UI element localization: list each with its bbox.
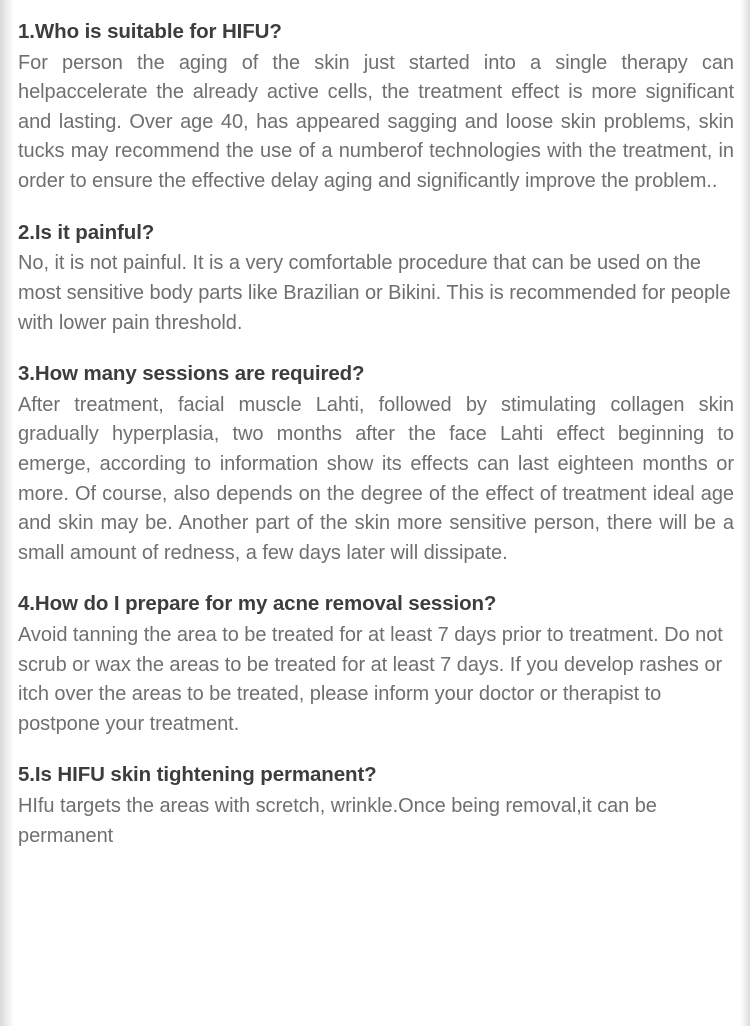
left-edge-gradient — [0, 0, 14, 1026]
faq-question: 1.Who is suitable for HIFU? — [18, 20, 282, 43]
faq-question: 5.Is HIFU skin tightening permanent? — [18, 763, 377, 787]
right-edge-gradient — [740, 0, 750, 1026]
faq-question: 2.Is it painful? — [18, 220, 155, 244]
faq-item — [18, 360, 734, 568]
faq-item — [18, 219, 734, 338]
faq-answer: Avoid tanning the area to be treated for at least 7 days prior to treatment. Do not scrub or wax the areas to be treated for at least 7 days. If you develop rashes or itch over the areas to be treated, please inform your doctor or therapist to postpone your treatment. — [18, 624, 723, 735]
faq-question: 4.How do I prepare for my acne removal session? — [18, 592, 497, 616]
faq-question: 3.How many sessions are required? — [18, 362, 365, 386]
faq-item — [18, 761, 734, 851]
faq-answer: No, it is not painful. It is a very comfortable procedure that can be used on the most sensitive body parts like Brazilian or Bikini. This is recommended for people with lower pain threshold. — [18, 252, 731, 334]
faq-item — [18, 18, 734, 197]
faq-list — [18, 18, 734, 851]
faq-answer: After treatment, facial muscle Lahti, followed by stimulating collagen skin gradually hyperplasia, two months after the face Lahti effect beginning to emerge, according to information show its effects can last eighteen months or more. Of course, also depends on the degree of the effect of treatment ideal age and skin may be. Another part of the skin more sensitive person, there will be a small amount of redness, a few days later will dissipate. — [18, 393, 734, 564]
faq-answer: HIfu targets the areas with scretch, wrinkle.Once being removal,it can be permanent — [18, 795, 657, 847]
faq-item — [18, 590, 734, 739]
faq-answer: For person the aging of the skin just started into a single therapy can helpaccelerate the already active cells, the treatment effect is more significant and lasting. Over age 40, has appeared sagging and loose skin problems, skin tucks may recommend the use of a numberof technologies with the treatment, in order to ensure the effective delay aging and significantly improve the problem.. — [18, 51, 734, 193]
